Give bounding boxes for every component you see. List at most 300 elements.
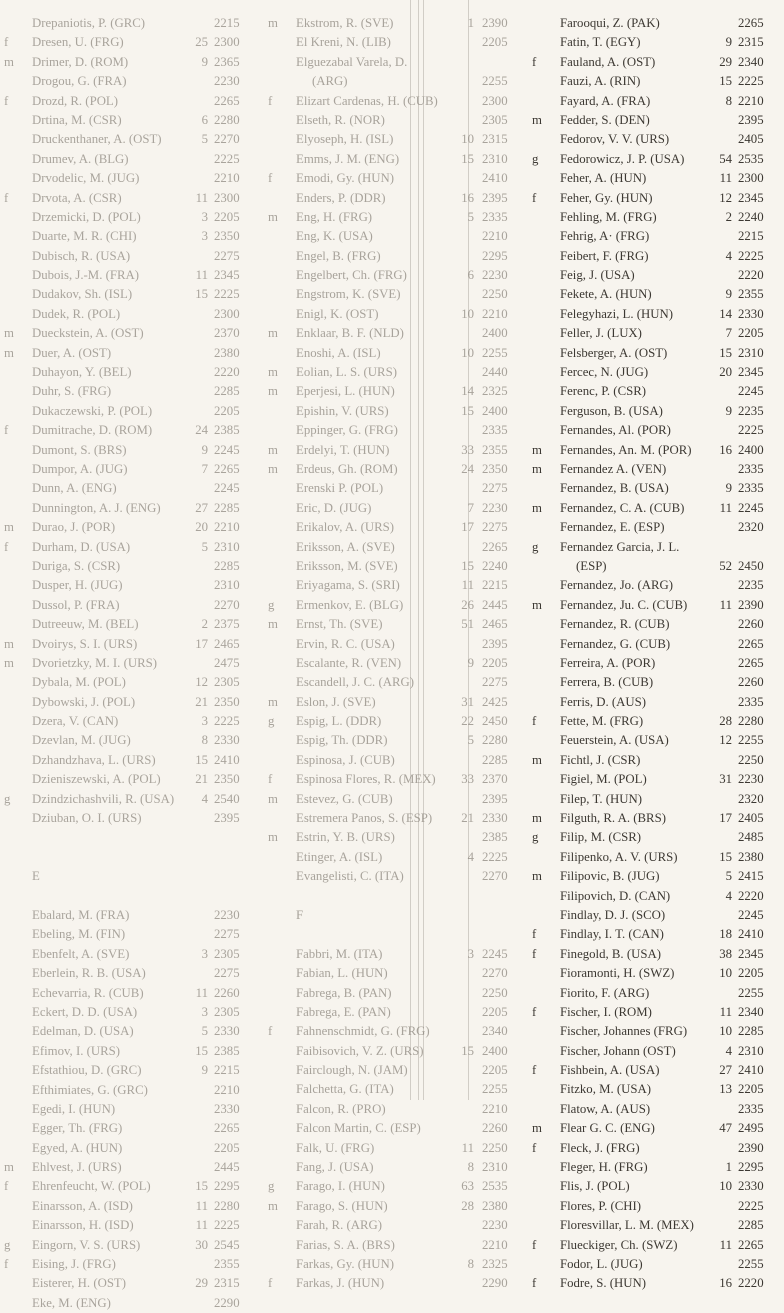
- player-entry: [268, 518, 520, 537]
- title-prefix: m: [4, 1160, 14, 1175]
- player-name: Eng, H. (FRG): [296, 209, 373, 224]
- rating-value: 2225: [738, 423, 764, 438]
- player-entry: [268, 479, 520, 498]
- rating-value: 2310: [738, 1043, 764, 1058]
- player-name: Escandell, J. C. (ARG): [296, 675, 414, 690]
- title-prefix: m: [4, 520, 14, 535]
- player-name: Ferreira, A. (POR): [560, 655, 656, 670]
- rating-value: 2270: [482, 869, 508, 884]
- rating-value: 2245: [738, 907, 764, 922]
- player-entry: [268, 1274, 520, 1293]
- rating-value: 2370: [214, 326, 240, 341]
- player-entry: [4, 1100, 252, 1119]
- player-entry: [532, 305, 778, 324]
- rating-value: 2205: [738, 1082, 764, 1097]
- rating-value: 2400: [482, 326, 508, 341]
- rating-value: 2225: [738, 1198, 764, 1213]
- games-count: 17: [719, 811, 732, 826]
- player-entry: [268, 208, 520, 227]
- player-entry: [4, 227, 252, 246]
- title-prefix: m: [4, 326, 14, 341]
- title-prefix: m: [4, 54, 14, 69]
- rating-value: 2265: [214, 93, 240, 108]
- title-prefix: f: [532, 1063, 537, 1078]
- games-count: 5: [201, 1024, 208, 1039]
- games-count: 6: [201, 112, 208, 127]
- player-entry: [532, 557, 778, 576]
- rating-value: 2350: [214, 772, 240, 787]
- rating-value: 2320: [738, 520, 764, 535]
- rating-value: 2240: [738, 209, 764, 224]
- player-name: Drepaniotis, P. (GRC): [32, 16, 146, 30]
- rating-value: 2255: [482, 74, 508, 89]
- player-entry: [532, 130, 778, 149]
- rating-value: 2390: [482, 16, 508, 30]
- player-name: Etinger, A. (ISL): [296, 849, 383, 864]
- games-count: 14: [461, 384, 474, 399]
- rating-value: 2210: [482, 229, 508, 244]
- player-name: Dudakov, Sh. (ISL): [32, 287, 133, 302]
- player-entry: [532, 208, 778, 227]
- player-name: Falcon, R. (PRO): [296, 1101, 386, 1116]
- player-entry: [268, 169, 520, 188]
- games-count: 27: [719, 1063, 732, 1078]
- games-count: 11: [719, 500, 732, 515]
- player-name: Fabrega, E. (PAN): [296, 1004, 391, 1019]
- player-name: Findlay, I. T. (CAN): [560, 927, 664, 942]
- rating-value: 2250: [482, 985, 508, 1000]
- player-entry: [268, 770, 520, 789]
- rating-value: 2260: [214, 985, 240, 1000]
- player-name: Fishbein, A. (USA): [560, 1063, 660, 1078]
- player-entry: [532, 382, 778, 401]
- rating-value: 2210: [214, 1082, 240, 1097]
- player-name: Efimov, I. (URS): [32, 1043, 121, 1058]
- player-entry: [4, 1216, 252, 1235]
- player-entry: [268, 984, 520, 1003]
- player-name: Drzemicki, D. (POL): [32, 209, 141, 224]
- rating-value: 2235: [738, 578, 764, 593]
- title-prefix: m: [532, 869, 542, 884]
- player-name: Elizart Cardenas, H. (CUB): [296, 93, 438, 108]
- games-count: 31: [461, 694, 474, 709]
- player-entry: [4, 1042, 252, 1061]
- rating-value: 2290: [214, 1295, 240, 1310]
- games-count: 11: [719, 171, 732, 186]
- rating-value: 2215: [214, 16, 240, 30]
- rating-value: 2315: [214, 1276, 240, 1291]
- rating-value: 2275: [214, 248, 240, 263]
- player-name: Espinosa, J. (CUB): [296, 752, 395, 767]
- rating-value: 2285: [214, 558, 240, 573]
- rating-value: 2275: [214, 927, 240, 942]
- title-prefix: m: [268, 442, 278, 457]
- player-name: Fekete, A. (HUN): [560, 287, 652, 302]
- player-entry: [4, 208, 252, 227]
- player-entry: [532, 1197, 778, 1216]
- games-count: 4: [725, 888, 732, 903]
- player-entry: [4, 945, 252, 964]
- games-count: 11: [719, 1237, 732, 1252]
- rating-value: 2220: [738, 268, 764, 283]
- player-entry: [532, 247, 778, 266]
- player-name: Enigl, K. (OST): [296, 306, 379, 321]
- player-name: Dusper, H. (JUG): [32, 578, 123, 593]
- title-prefix: f: [268, 171, 273, 186]
- player-name: Eriyagama, S. (SRI): [296, 578, 400, 593]
- player-name: Fernandez, R. (CUB): [560, 617, 670, 632]
- player-entry: [532, 285, 778, 304]
- player-name: Flueckiger, Ch. (SWZ): [560, 1237, 678, 1252]
- player-name: Fischer, Johann (OST): [560, 1043, 676, 1058]
- player-name: Fernandez, E. (ESP): [560, 520, 665, 535]
- rating-value: 2365: [214, 54, 240, 69]
- column-3: [532, 14, 778, 1294]
- player-entry: [532, 1080, 778, 1099]
- rating-value: 2255: [482, 1082, 508, 1097]
- rating-value: 2275: [482, 481, 508, 496]
- player-name: Eolian, L. S. (URS): [296, 365, 397, 380]
- section-letter-heading: [4, 867, 252, 886]
- player-name: Dussol, P. (FRA): [32, 597, 120, 612]
- rating-value: 2475: [214, 655, 240, 670]
- player-entry: [4, 635, 252, 654]
- player-name: Estevez, G. (CUB): [296, 791, 393, 806]
- title-prefix: m: [532, 597, 542, 612]
- rating-value: 2205: [482, 1004, 508, 1019]
- player-name: Edelman, D. (USA): [32, 1024, 134, 1039]
- player-name: Dunn, A. (ENG): [32, 481, 117, 496]
- player-name: Durao, J. (POR): [32, 520, 116, 535]
- player-entry: [268, 460, 520, 479]
- rating-value: 2395: [482, 636, 508, 651]
- player-name: Druckenthaner, A. (OST): [32, 132, 162, 147]
- player-name: Ebeling, M. (FIN): [32, 927, 126, 942]
- player-entry: [4, 1081, 252, 1100]
- player-name: Finegold, B. (USA): [560, 946, 661, 961]
- player-entry: [532, 770, 778, 789]
- title-prefix: f: [532, 714, 537, 729]
- rating-value: 2445: [482, 597, 508, 612]
- games-count: 9: [467, 655, 474, 670]
- player-name: Fernandez, Jo. (ARG): [560, 578, 674, 593]
- player-entry: [268, 285, 520, 304]
- player-entry: [4, 731, 252, 750]
- rating-value: 2255: [738, 1257, 764, 1271]
- player-entry: [268, 964, 520, 983]
- rating-value: 2295: [482, 248, 508, 263]
- player-entry: [532, 53, 778, 72]
- rating-value: 2210: [214, 520, 240, 535]
- player-name: Fairclough, N. (JAM): [296, 1063, 408, 1078]
- games-count: 15: [461, 558, 474, 573]
- rating-value: 2205: [482, 1063, 508, 1078]
- rating-value: 2295: [214, 1179, 240, 1194]
- player-entry: [532, 150, 778, 169]
- games-count: 10: [719, 1024, 732, 1039]
- player-entry: [268, 576, 520, 595]
- player-entry: [532, 712, 778, 731]
- games-count: 4: [725, 1043, 732, 1058]
- rating-value: 2265: [738, 636, 764, 651]
- title-prefix: m: [268, 830, 278, 845]
- rating-value: 2285: [738, 1024, 764, 1039]
- player-entry: [532, 673, 778, 692]
- games-count: 9: [725, 35, 732, 50]
- rating-value: 2250: [482, 287, 508, 302]
- games-count: 24: [195, 423, 208, 438]
- player-entry: [532, 576, 778, 595]
- rating-value: 2535: [738, 151, 764, 166]
- rating-value: 2395: [482, 791, 508, 806]
- games-count: 9: [725, 481, 732, 496]
- games-count: 5: [467, 209, 474, 224]
- player-name: Duhr, S. (FRG): [32, 384, 112, 399]
- player-entry: [4, 964, 252, 983]
- rating-value: 2540: [214, 791, 240, 806]
- player-name: Feuerstein, A. (USA): [560, 733, 669, 748]
- player-name: Fodor, L. (JUG): [560, 1257, 643, 1271]
- title-prefix: m: [532, 461, 542, 476]
- rating-value: 2205: [482, 35, 508, 50]
- player-entry: [4, 189, 252, 208]
- player-entry: [4, 712, 252, 731]
- player-name: Fahnenschmidt, G. (FRG): [296, 1024, 430, 1039]
- player-name: Falchetta, G. (ITA): [296, 1082, 394, 1097]
- title-prefix: m: [268, 326, 278, 341]
- player-name: Farago, I. (HUN): [296, 1179, 385, 1194]
- player-entry: [4, 460, 252, 479]
- player-name: Filipovic, B. (JUG): [560, 869, 660, 884]
- title-prefix: f: [268, 1024, 273, 1039]
- games-count: 3: [467, 946, 474, 961]
- player-entry: [4, 1119, 252, 1138]
- player-entry: [268, 538, 520, 557]
- rating-value: 2315: [738, 35, 764, 50]
- player-name: Egedi, I. (HUN): [32, 1101, 116, 1116]
- player-entry: [4, 1061, 252, 1080]
- player-entry: [268, 1177, 520, 1196]
- section-letter-heading: [268, 906, 520, 925]
- rating-value: 2385: [482, 830, 508, 845]
- player-entry: [532, 867, 778, 886]
- player-name: Drvota, A. (CSR): [32, 190, 122, 205]
- games-count: 63: [461, 1179, 474, 1194]
- player-name: Efstathiou, D. (GRC): [32, 1063, 142, 1078]
- player-entry: [4, 14, 252, 33]
- player-entry: [268, 499, 520, 518]
- player-name: Ferrera, B. (CUB): [560, 675, 654, 690]
- rating-value: 2285: [214, 500, 240, 515]
- rating-value: 2230: [482, 1218, 508, 1233]
- player-entry: [4, 441, 252, 460]
- games-count: 8: [725, 93, 732, 108]
- player-entry: [268, 150, 520, 169]
- rating-value: 2275: [482, 675, 508, 690]
- player-entry: [4, 33, 252, 52]
- rating-value: 2315: [482, 132, 508, 147]
- player-entry: [268, 14, 520, 33]
- player-entry: [532, 635, 778, 654]
- title-prefix: g: [4, 1237, 11, 1252]
- rating-value: 2380: [214, 345, 240, 360]
- rating-value: 2300: [482, 93, 508, 108]
- player-name: Eppinger, G. (FRG): [296, 423, 398, 438]
- player-entry: [532, 731, 778, 750]
- games-count: 29: [195, 1276, 208, 1291]
- rating-value: 2340: [738, 54, 764, 69]
- games-count: 3: [201, 209, 208, 224]
- rating-value: 2330: [738, 1179, 764, 1194]
- games-count: 17: [195, 636, 208, 651]
- rating-value: 2225: [214, 151, 240, 166]
- player-name: Fischer, I. (ROM): [560, 1004, 652, 1019]
- rating-value: 2335: [482, 423, 508, 438]
- player-entry: [268, 72, 520, 91]
- rating-value: 2300: [214, 306, 240, 321]
- player-entry: [4, 770, 252, 789]
- rating-value: 2400: [482, 1043, 508, 1058]
- player-entry: [532, 848, 778, 867]
- player-entry: [268, 1216, 520, 1235]
- rating-value: 2225: [738, 74, 764, 89]
- player-name: Duarte, M. R. (CHI): [32, 229, 137, 244]
- games-count: 3: [201, 229, 208, 244]
- player-name: Dukaczewski, P. (POL): [32, 403, 153, 418]
- games-count: 3: [201, 1004, 208, 1019]
- player-entry: [532, 479, 778, 498]
- title-prefix: f: [532, 1140, 537, 1155]
- rating-value: 2450: [482, 714, 508, 729]
- rating-value: 2535: [482, 1179, 508, 1194]
- player-entry: [532, 887, 778, 906]
- rating-value: 2385: [214, 423, 240, 438]
- games-count: 9: [725, 287, 732, 302]
- player-entry: [532, 14, 778, 33]
- player-name: Fehrig, A· (FRG): [560, 229, 650, 244]
- player-name: Fayard, A. (FRA): [560, 93, 651, 108]
- player-entry: [4, 402, 252, 421]
- games-count: 31: [719, 772, 732, 787]
- player-entry: [532, 906, 778, 925]
- player-entry: [532, 441, 778, 460]
- title-prefix: f: [4, 1257, 9, 1272]
- rating-value: 2280: [214, 112, 240, 127]
- games-count: 11: [719, 597, 732, 612]
- player-name: Floresvillar, L. M. (MEX): [560, 1218, 694, 1233]
- rating-value: 2255: [482, 345, 508, 360]
- player-name: Elguezabal Varela, D.: [296, 54, 408, 69]
- rating-value: 2230: [482, 268, 508, 283]
- player-name: Dvorietzky, M. I. (URS): [32, 655, 157, 670]
- player-name: Fernandes, Al. (POR): [560, 423, 671, 438]
- player-entry: [268, 1255, 520, 1274]
- player-entry: [268, 809, 520, 828]
- rating-value: 2410: [738, 927, 764, 942]
- player-entry: [4, 673, 252, 692]
- games-count: 6: [467, 268, 474, 283]
- player-entry: [4, 169, 252, 188]
- player-entry: [268, 790, 520, 809]
- games-count: 10: [461, 345, 474, 360]
- player-entry: [532, 324, 778, 343]
- title-prefix: g: [268, 1179, 275, 1194]
- games-count: 16: [461, 190, 474, 205]
- player-entry: [268, 130, 520, 149]
- games-count: 11: [719, 1004, 732, 1019]
- page-fold-line: [423, 0, 424, 1100]
- player-name: Dybowski, J. (POL): [32, 694, 136, 709]
- player-entry: [532, 615, 778, 634]
- rating-value: 2405: [738, 132, 764, 147]
- player-name: Flis, J. (POL): [560, 1179, 630, 1194]
- games-count: 15: [719, 849, 732, 864]
- title-prefix: f: [532, 946, 537, 961]
- player-name: Dvoirys, S. I. (URS): [32, 636, 138, 651]
- player-entry: [4, 809, 252, 828]
- games-count: 15: [461, 403, 474, 418]
- player-entry: [268, 1100, 520, 1119]
- rating-value: 2465: [214, 636, 240, 651]
- player-name: Fehling, M. (FRG): [560, 209, 657, 224]
- player-entry: [532, 1119, 778, 1138]
- player-entry: [4, 72, 252, 91]
- player-name: Enders, P. (DDR): [296, 190, 386, 205]
- games-count: 15: [195, 1043, 208, 1058]
- rating-value: 2250: [482, 1140, 508, 1155]
- player-entry: [4, 693, 252, 712]
- player-name: Dutreeuw, M. (BEL): [32, 617, 139, 632]
- games-count: 11: [195, 1198, 208, 1213]
- player-name: Engstrom, K. (SVE): [296, 287, 401, 302]
- title-prefix: m: [532, 112, 542, 127]
- rating-value: 2385: [214, 1043, 240, 1058]
- player-name: Dzindzichashvili, R. (USA): [32, 791, 175, 806]
- games-count: 21: [195, 772, 208, 787]
- player-entry: [532, 1274, 778, 1293]
- games-count: 3: [201, 946, 208, 961]
- player-name: Farias, S. A. (BRS): [296, 1237, 395, 1252]
- player-entry: [4, 382, 252, 401]
- player-entry: [268, 305, 520, 324]
- player-name: Eric, D. (JUG): [296, 500, 372, 515]
- player-name: Feher, Gy. (HUN): [560, 190, 653, 205]
- title-prefix: f: [268, 772, 273, 787]
- games-count: 30: [195, 1237, 208, 1252]
- player-name: Feller, J. (LUX): [560, 326, 642, 341]
- player-name: Enklaar, B. F. (NLD): [296, 326, 404, 341]
- player-entry: [4, 1139, 252, 1158]
- player-name: Fabbri, M. (ITA): [296, 946, 383, 961]
- player-entry: [4, 790, 252, 809]
- column-2: [268, 14, 520, 1294]
- player-entry: [532, 421, 778, 440]
- player-entry: [4, 499, 252, 518]
- player-name: El Kreni, N. (LIB): [296, 35, 391, 50]
- games-count: 29: [719, 54, 732, 69]
- title-prefix: f: [4, 539, 9, 554]
- player-name: Espig, Th. (DDR): [296, 733, 388, 748]
- rating-value: 2355: [738, 287, 764, 302]
- rating-value: 2335: [738, 481, 764, 496]
- title-prefix: f: [532, 1237, 537, 1252]
- player-entry: [532, 596, 778, 615]
- spacer: [268, 887, 520, 906]
- rating-value: 2265: [214, 461, 240, 476]
- rating-value: 2335: [738, 1101, 764, 1116]
- player-entry: [4, 1255, 252, 1274]
- title-prefix: f: [4, 423, 9, 438]
